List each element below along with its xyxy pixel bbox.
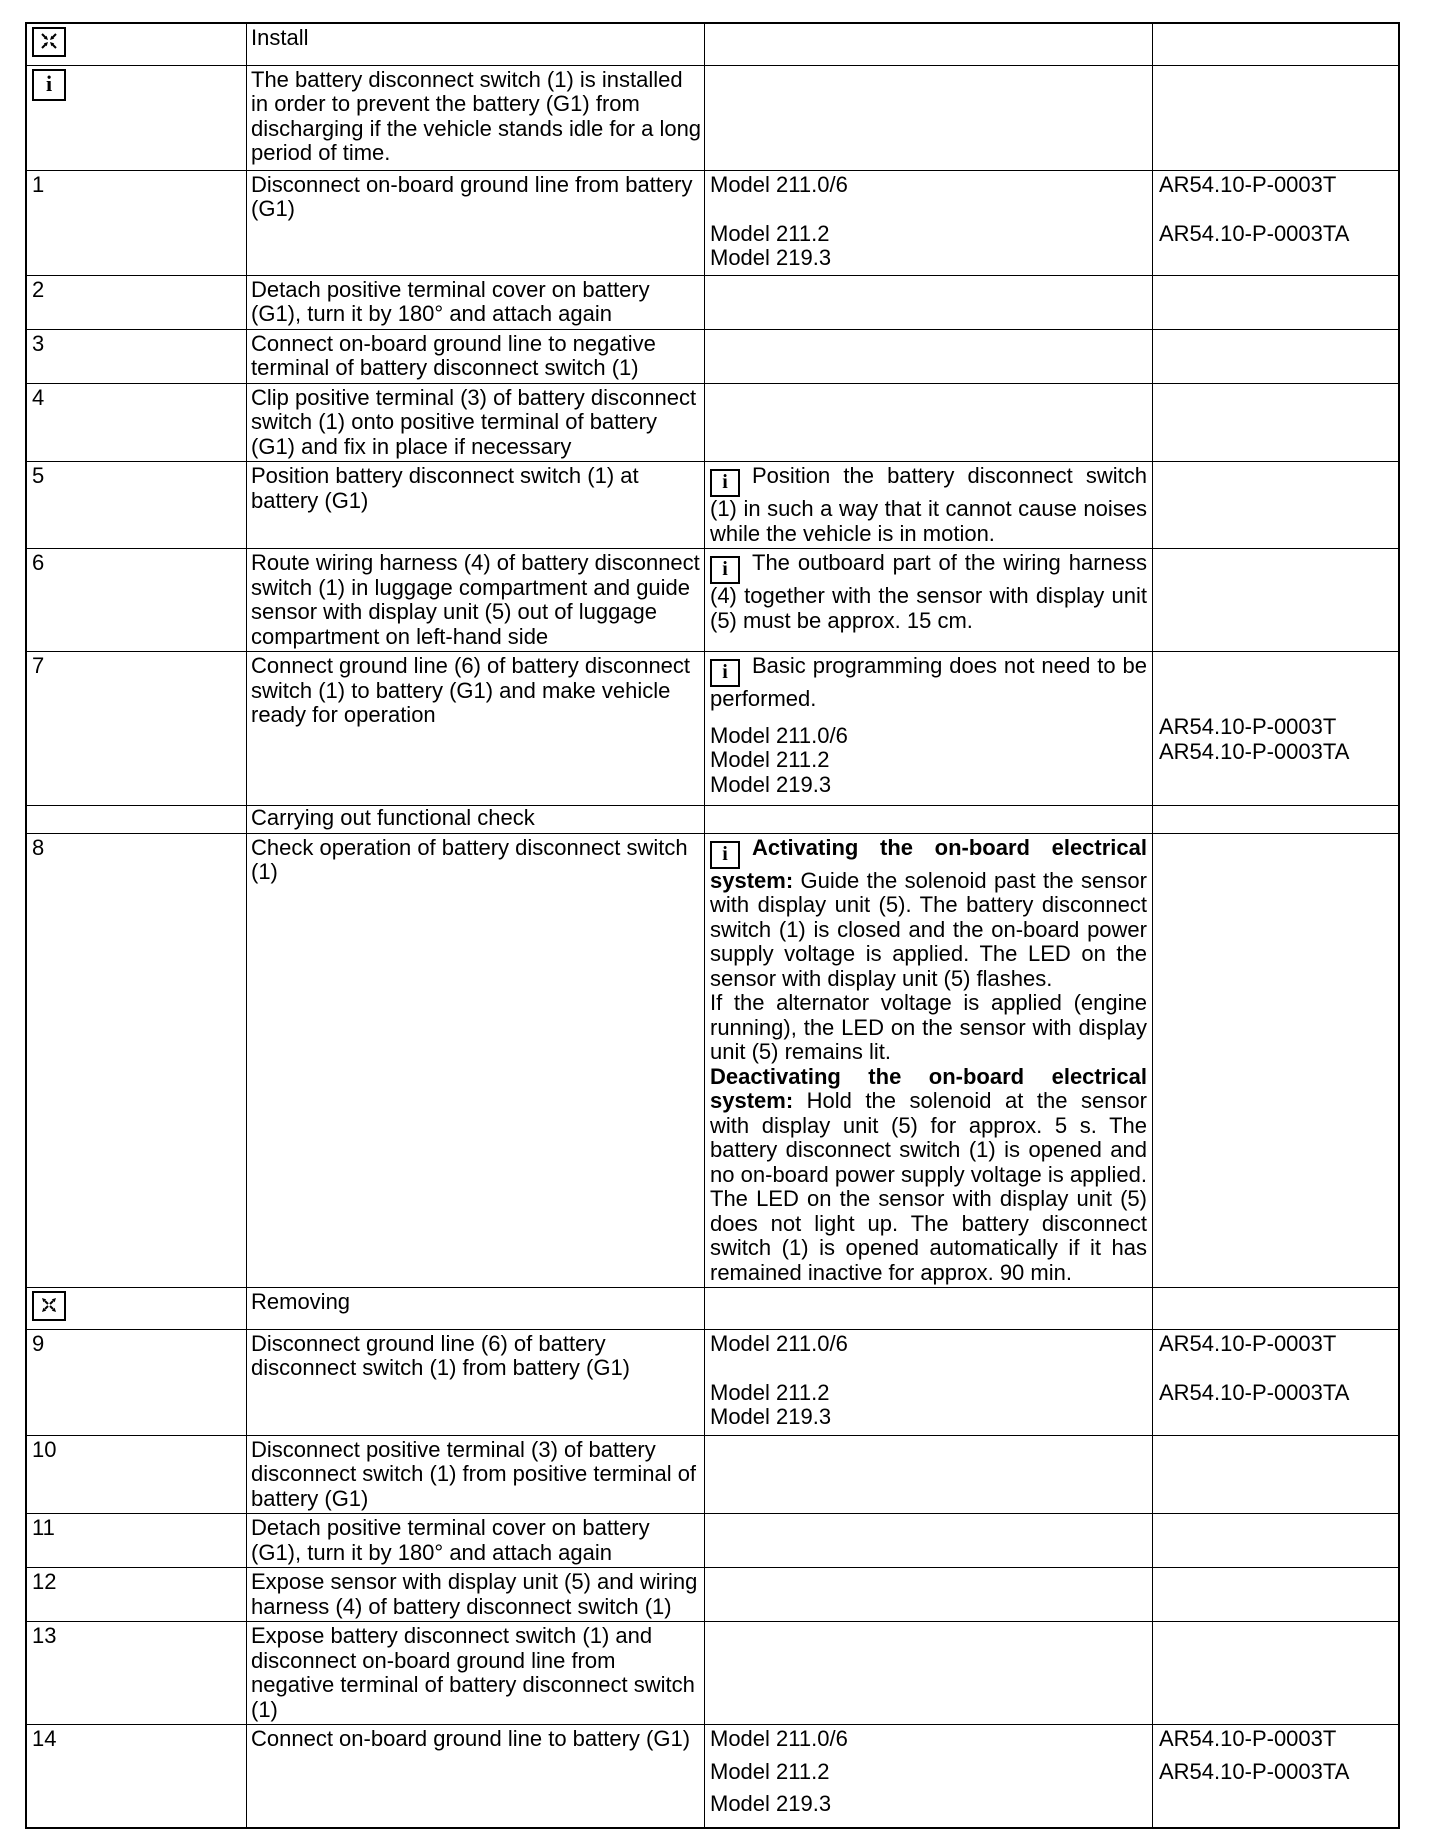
instruction-text: Clip positive terminal (3) of battery disconnect switch (1) onto positive terminal of battery (G1) and fix in place if necessary [251, 384, 697, 459]
note-cell [705, 834, 1153, 1289]
empty-cell [705, 1288, 1153, 1330]
table-row-step [27, 1622, 1398, 1725]
instruction-text: Expose battery disconnect switch (1) and disconnect on-board ground line from negative terminal of battery disconnect switch (1) [251, 1623, 695, 1722]
table-row-step [27, 1436, 1398, 1515]
step-number: 8 [32, 834, 45, 860]
table-row-step [27, 834, 1398, 1289]
note-text-segment: Position the battery disconnect switch (1) in such a way that it cannot cause noises while the vehicle is in motion. [710, 463, 1147, 546]
empty-cell [705, 1622, 1153, 1725]
info-icon: i [710, 556, 740, 584]
instruction-cell [247, 276, 705, 330]
step-number-cell [27, 462, 247, 549]
spacer-line [1159, 1356, 1396, 1381]
model-line: Model 219.3 [710, 1404, 832, 1429]
table-row-step [27, 462, 1398, 549]
info-icon: i [710, 469, 740, 497]
service-procedure-table [25, 22, 1400, 1829]
instruction-cell [247, 1514, 705, 1568]
table-row-step [27, 384, 1398, 463]
step-number-cell [27, 1436, 247, 1515]
empty-cell [1153, 66, 1398, 171]
instruction-text: Connect on-board ground line to negative terminal of battery disconnect switch (1) [251, 330, 656, 380]
step-number: 11 [32, 1515, 55, 1540]
model-list [710, 173, 1147, 271]
info-note [710, 551, 1147, 633]
spacer-line [710, 197, 1147, 222]
empty-cell [27, 806, 247, 834]
step-number: 12 [32, 1569, 57, 1594]
empty-cell [705, 276, 1153, 330]
model-line: Model 211.0/6 [710, 1726, 848, 1751]
instruction-cell [247, 1330, 705, 1436]
step-number: 14 [32, 1726, 57, 1751]
note-text-segment: Basic programming does not need to be performed. [710, 653, 1147, 711]
step-number: 3 [32, 330, 45, 356]
doc-ref-link[interactable]: AR54.10-P-0003TA [1159, 1379, 1350, 1405]
model-line: Model 211.0/6 [710, 1330, 848, 1356]
table-row-step [27, 652, 1398, 806]
empty-cell [705, 384, 1153, 463]
empty-cell [705, 1568, 1153, 1622]
table-row-step [27, 330, 1398, 384]
empty-cell [1153, 1436, 1398, 1515]
instruction-cell [247, 1622, 705, 1725]
instruction-text: Detach positive terminal cover on battery (G1), turn it by 180° and attach again [251, 1515, 650, 1565]
step-number: 4 [32, 384, 45, 410]
note-text-segment: The outboard part of the wiring harness (4) together with the sensor with display unit (5) must be approx. 15 cm. [710, 550, 1147, 633]
expand-arrows-icon [32, 1291, 66, 1321]
instruction-text: Route wiring harness (4) of battery disconnect switch (1) in luggage compartment and guide sensor with display unit (5) out of luggage compartment on left-hand side [251, 550, 700, 649]
instruction-text: Expose sensor with display unit (5) and wiring harness (4) of battery disconnect switch (1) [251, 1569, 698, 1619]
note-and-models-cell [705, 652, 1153, 806]
table-row-step [27, 1330, 1398, 1436]
info-text: The battery disconnect switch (1) is installed in order to prevent the battery (G1) from discharging if the vehicle stands idle for a long period of time. [251, 66, 702, 165]
model-line: Model 219.3 [710, 771, 832, 797]
instruction-cell [247, 462, 705, 549]
instruction-cell [247, 1436, 705, 1515]
table-row-section-removing [27, 1288, 1398, 1330]
note-text-segment: If the alternator voltage is applied (engine running), the LED on the sensor with display unit (5) remains lit. [710, 990, 1147, 1064]
empty-cell [1153, 1622, 1398, 1725]
instruction-text: Connect on-board ground line to battery (G1) [251, 1726, 691, 1751]
models-cell [705, 1725, 1153, 1827]
doc-ref-link[interactable]: AR54.10-P-0003T [1159, 1330, 1337, 1356]
doc-ref-link[interactable]: AR54.10-P-0003TA [1159, 220, 1350, 246]
step-number-cell [27, 1568, 247, 1622]
empty-cell [1153, 24, 1398, 66]
empty-cell [1153, 806, 1398, 834]
instruction-cell [247, 1725, 705, 1827]
model-list [710, 724, 1147, 798]
section-title: Removing [251, 1289, 351, 1314]
model-line: Model 211.2 [710, 220, 830, 246]
instruction-text: Disconnect ground line (6) of battery disconnect switch (1) from battery (G1) [251, 1330, 631, 1380]
instruction-text: Disconnect positive terminal (3) of battery disconnect switch (1) from positive terminal of battery (G1) [251, 1436, 697, 1511]
table-row-info [27, 66, 1398, 171]
doc-ref-link[interactable]: AR54.10-P-0003T [1159, 171, 1337, 197]
instruction-text: Disconnect on-board ground line from battery (G1) [251, 171, 693, 221]
step-number-cell [27, 276, 247, 330]
table-row-step [27, 1514, 1398, 1568]
step-number-cell [27, 384, 247, 463]
step-number-cell [27, 652, 247, 806]
info-icon: i [710, 659, 740, 687]
instruction-cell [247, 652, 705, 806]
step-number: 6 [32, 550, 45, 575]
spacer-line [1159, 197, 1396, 222]
table-row-step [27, 1568, 1398, 1622]
empty-cell [1153, 549, 1398, 652]
step-number-cell [27, 1514, 247, 1568]
table-row-step [27, 276, 1398, 330]
info-note [710, 654, 1147, 712]
model-line: Model 211.2 [710, 747, 830, 772]
note-cell [705, 462, 1153, 549]
step-number-cell [27, 549, 247, 652]
instruction-cell [247, 549, 705, 652]
note-text [710, 835, 1147, 1285]
info-text-cell [247, 66, 705, 171]
instruction-cell [247, 171, 705, 276]
instruction-text: Detach positive terminal cover on battery (G1), turn it by 180° and attach again [251, 276, 650, 326]
info-icon-cell [27, 66, 247, 171]
instruction-text: Connect ground line (6) of battery disconnect switch (1) to battery (G1) and make vehicle ready for operation [251, 653, 691, 727]
instruction-cell [247, 330, 705, 384]
step-number-cell [27, 330, 247, 384]
step-number: 10 [32, 1436, 57, 1462]
note-text-segment: Deactivating the on-board electrical system: [710, 1063, 1147, 1113]
step-number-cell [27, 834, 247, 1289]
note-text-segment: Guide the solenoid past the sensor with display unit (5). The battery disconnect switch (1) is closed and the on-board power supply voltage is applied. The LED on the sensor with display unit (5) flashes. [710, 867, 1147, 991]
note-text-segment: Hold the solenoid at the sensor with display unit (5) for approx. 5 s. The battery disconnect switch (1) is opened and no on-board power supply voltage is applied. The LED on the sensor with display unit (5) does not light up. The battery disconnect switch (1) is opened automatically if it has remained inactive for approx. 90 min. [710, 1088, 1147, 1285]
info-icon: i [710, 841, 740, 869]
empty-cell [705, 24, 1153, 66]
model-line: Model 211.2 [710, 1758, 830, 1784]
instruction-cell [247, 1568, 705, 1622]
model-line: Model 211.0/6 [710, 722, 848, 748]
info-icon: i [32, 69, 66, 101]
model-list [710, 1332, 1147, 1430]
doc-ref-cell [1153, 1330, 1398, 1436]
doc-ref-cell [1153, 171, 1398, 276]
doc-ref-link[interactable]: AR54.10-P-0003T [1159, 714, 1337, 739]
table-row-section-install [27, 24, 1398, 66]
spacer-line [710, 1356, 1147, 1381]
doc-ref-list[interactable] [1159, 1727, 1396, 1784]
step-number: 2 [32, 276, 45, 302]
model-line: Model 219.3 [710, 1791, 832, 1816]
empty-cell [705, 806, 1153, 834]
note-text-segment: Activating the on-board electrical system: [710, 834, 1147, 893]
empty-cell [1153, 462, 1398, 549]
empty-cell [1153, 834, 1398, 1289]
step-number-cell [27, 171, 247, 276]
step-number: 1 [32, 171, 45, 197]
empty-cell [1153, 384, 1398, 463]
note-text [710, 653, 1147, 711]
info-note [710, 464, 1147, 546]
section-title-cell [247, 24, 705, 66]
model-line: Model 211.2 [710, 1379, 830, 1405]
step-number-cell [27, 1330, 247, 1436]
empty-cell [705, 330, 1153, 384]
empty-cell [705, 1436, 1153, 1515]
collapse-arrows-icon [32, 27, 66, 57]
instruction-cell [247, 834, 705, 1289]
doc-ref-link[interactable]: AR54.10-P-0003TA [1159, 1758, 1350, 1784]
subheader-title: Carrying out functional check [251, 806, 535, 830]
step-number: 7 [32, 653, 45, 678]
doc-ref-list[interactable] [1159, 715, 1396, 764]
doc-ref-list[interactable] [1159, 173, 1396, 247]
doc-ref-list[interactable] [1159, 1332, 1396, 1406]
instruction-cell [247, 384, 705, 463]
step-number-cell [27, 1725, 247, 1827]
table-row-subheader [27, 806, 1398, 834]
doc-ref-cell [1153, 652, 1398, 806]
note-text [710, 463, 1147, 546]
step-number: 13 [32, 1623, 57, 1648]
step-number: 5 [32, 463, 45, 488]
table-row-step [27, 171, 1398, 276]
empty-cell [1153, 1568, 1398, 1622]
models-cell [705, 1330, 1153, 1436]
subheader-cell [247, 806, 705, 834]
table-row-step [27, 1725, 1398, 1827]
section-icon-cell [27, 1288, 247, 1330]
empty-cell [705, 66, 1153, 171]
doc-ref-link[interactable]: AR54.10-P-0003T [1159, 1726, 1337, 1751]
model-line: Model 211.0/6 [710, 171, 848, 197]
step-number: 9 [32, 1330, 45, 1356]
table-row-step [27, 549, 1398, 652]
model-list [710, 1727, 1147, 1817]
empty-cell [1153, 330, 1398, 384]
doc-ref-cell [1153, 1725, 1398, 1827]
empty-cell [1153, 276, 1398, 330]
doc-ref-link[interactable]: AR54.10-P-0003TA [1159, 738, 1350, 764]
note-text [710, 550, 1147, 633]
instruction-text: Position battery disconnect switch (1) at battery (G1) [251, 463, 639, 513]
instruction-text: Check operation of battery disconnect switch (1) [251, 834, 688, 884]
section-title: Install [251, 25, 309, 50]
note-cell [705, 549, 1153, 652]
section-title-cell [247, 1288, 705, 1330]
step-number-cell [27, 1622, 247, 1725]
empty-cell [1153, 1288, 1398, 1330]
model-line: Model 219.3 [710, 245, 832, 270]
info-note [710, 836, 1147, 1286]
section-icon-cell [27, 24, 247, 66]
models-cell [705, 171, 1153, 276]
empty-cell [1153, 1514, 1398, 1568]
empty-cell [705, 1514, 1153, 1568]
